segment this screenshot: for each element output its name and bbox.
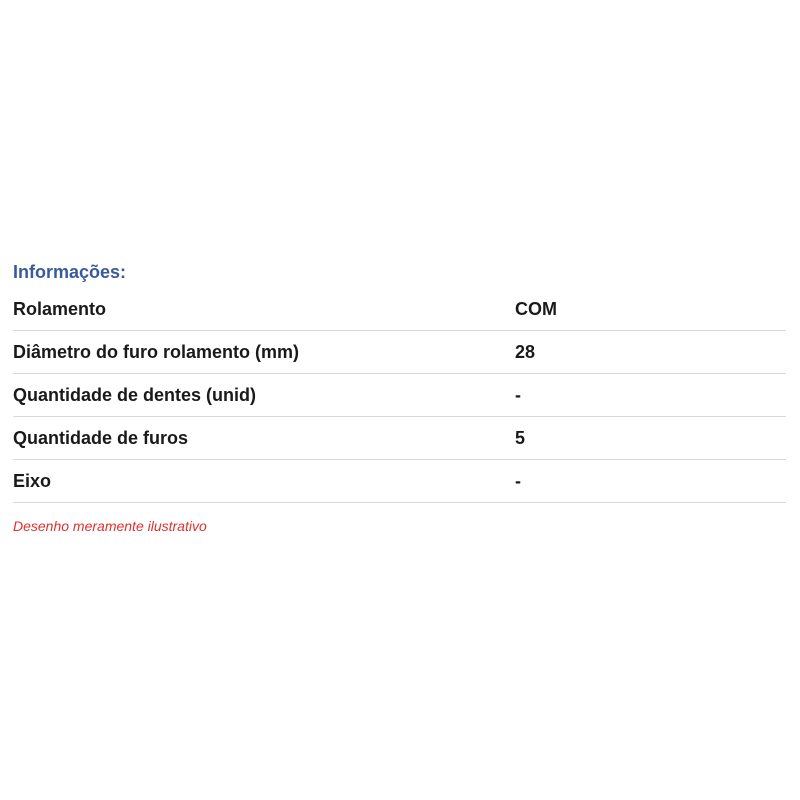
spec-label-dentes: Quantidade de dentes (unid): [13, 374, 515, 417]
spec-value-furos: 5: [515, 417, 786, 460]
table-row: [13, 417, 786, 460]
info-section: [13, 256, 786, 535]
spec-value-rolamento: COM: [515, 288, 786, 331]
spec-value-eixo: -: [515, 460, 786, 503]
table-row: [13, 331, 786, 374]
disclaimer-note: Desenho meramente ilustrativo: [13, 518, 207, 534]
specs-table: [13, 288, 786, 503]
spec-label-diametro: Diâmetro do furo rolamento (mm): [13, 331, 515, 374]
spec-label-furos: Quantidade de furos: [13, 417, 515, 460]
info-title: Informações:: [13, 262, 127, 282]
spec-value-diametro: 28: [515, 331, 786, 374]
spec-label-rolamento: Rolamento: [13, 288, 515, 331]
spec-value-dentes: -: [515, 374, 786, 417]
spec-label-eixo: Eixo: [13, 460, 515, 503]
table-row: [13, 460, 786, 503]
table-row: [13, 374, 786, 417]
table-row: [13, 288, 786, 331]
